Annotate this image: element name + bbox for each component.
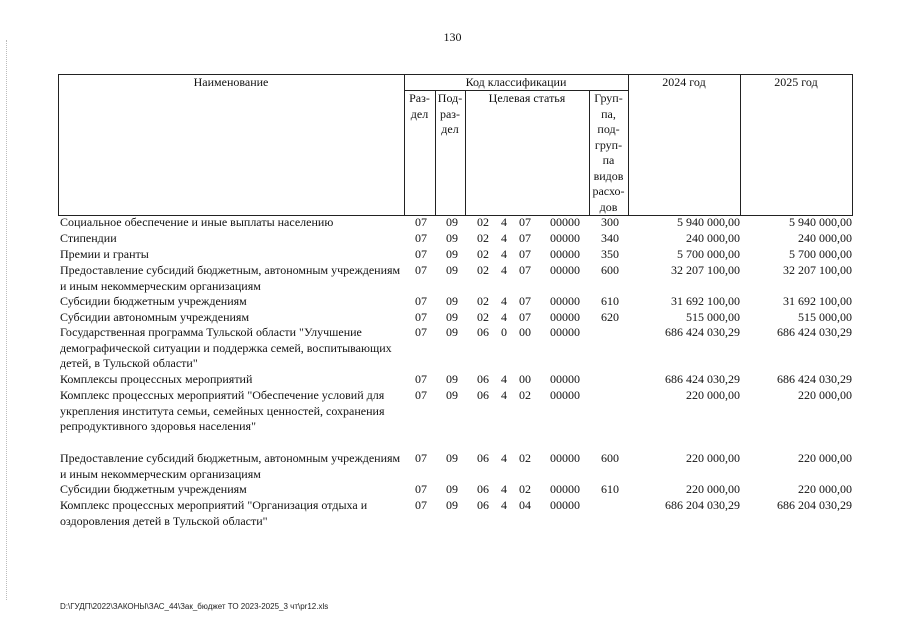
row-target-direction: 00000 — [550, 451, 580, 465]
row-amount-2024: 220 000,00 — [686, 482, 740, 496]
row-podrazdel: 09 — [446, 325, 458, 339]
row-target-program: 06 — [477, 451, 489, 465]
row-target-subprogram: 00 — [519, 325, 531, 339]
row-target-type: 4 — [501, 263, 507, 277]
row-target-subprogram: 07 — [519, 294, 531, 308]
row-razdel: 07 — [415, 388, 427, 402]
row-target-program: 06 — [477, 372, 489, 386]
row-target-direction: 00000 — [550, 231, 580, 245]
row-target-type: 4 — [501, 482, 507, 496]
row-group: 340 — [601, 231, 619, 245]
row-amount-2025: 220 000,00 — [798, 451, 852, 465]
row-target-program: 06 — [477, 325, 489, 339]
row-group: 620 — [601, 310, 619, 324]
row-target-direction: 00000 — [550, 325, 580, 339]
row-target-direction: 00000 — [550, 388, 580, 402]
row-amount-2024: 32 207 100,00 — [671, 263, 740, 277]
row-podrazdel: 09 — [446, 498, 458, 512]
row-amount-2024: 5 700 000,00 — [677, 247, 740, 261]
row-razdel: 07 — [415, 325, 427, 339]
row-name: Комплекс процессных мероприятий "Организация отдыха и оздоровления детей в Тульской области" — [60, 498, 368, 528]
row-target-program: 02 — [477, 294, 489, 308]
row-target-type: 4 — [501, 451, 507, 465]
row-razdel: 07 — [415, 372, 427, 386]
row-target-direction: 00000 — [550, 310, 580, 324]
row-target-type: 4 — [501, 388, 507, 402]
row-amount-2024: 31 692 100,00 — [671, 294, 740, 308]
row-amount-2024: 220 000,00 — [686, 388, 740, 402]
row-amount-2025: 515 000,00 — [798, 310, 852, 324]
row-name: Государственная программа Тульской области "Улучшение демографической ситуации и поддержка семей, воспитывающих детей, в Тульской области" — [60, 325, 392, 370]
row-razdel: 07 — [415, 263, 427, 277]
row-target-direction: 00000 — [550, 372, 580, 386]
row-podrazdel: 09 — [446, 247, 458, 261]
row-target-subprogram: 07 — [519, 263, 531, 277]
row-razdel: 07 — [415, 247, 427, 261]
row-podrazdel: 09 — [446, 451, 458, 465]
row-name: Комплекс процессных мероприятий "Обеспечение условий для укрепления института семьи, семейных ценностей, сохранения репродуктивного здоровья населения" — [60, 388, 385, 433]
row-amount-2025: 32 207 100,00 — [783, 263, 852, 277]
row-name: Субсидии бюджетным учреждениям — [60, 294, 247, 308]
row-group: 600 — [601, 263, 619, 277]
row-group: 350 — [601, 247, 619, 261]
row-target-type: 4 — [501, 372, 507, 386]
row-target-type: 4 — [501, 310, 507, 324]
row-target-subprogram: 02 — [519, 451, 531, 465]
row-target-program: 02 — [477, 215, 489, 229]
row-target-program: 06 — [477, 388, 489, 402]
row-razdel: 07 — [415, 310, 427, 324]
row-group: 610 — [601, 294, 619, 308]
page-number: 130 — [443, 30, 462, 44]
row-podrazdel: 09 — [446, 231, 458, 245]
row-amount-2024: 686 424 030,29 — [665, 372, 740, 386]
row-name: Субсидии автономным учреждениям — [60, 310, 250, 324]
row-target-subprogram: 02 — [519, 388, 531, 402]
row-target-program: 06 — [477, 498, 489, 512]
row-amount-2025: 5 700 000,00 — [789, 247, 852, 261]
row-podrazdel: 09 — [446, 482, 458, 496]
row-name: Стипендии — [60, 231, 117, 245]
header-razdel: Раз- дел — [409, 91, 430, 121]
row-target-subprogram: 07 — [519, 310, 531, 324]
header-year-2025: 2025 год — [774, 75, 818, 89]
header-podrazdel: Под- раз- дел — [437, 91, 463, 136]
row-target-direction: 00000 — [550, 498, 580, 512]
row-target-program: 06 — [477, 482, 489, 496]
row-target-direction: 00000 — [550, 294, 580, 308]
row-target-subprogram: 07 — [519, 215, 531, 229]
header-target: Целевая статья — [488, 91, 566, 105]
row-razdel: 07 — [415, 215, 427, 229]
row-target-program: 02 — [477, 231, 489, 245]
scan-edge-marks — [6, 40, 7, 600]
row-group: 600 — [601, 451, 619, 465]
row-target-type: 4 — [501, 294, 507, 308]
row-amount-2025: 686 424 030,29 — [777, 325, 852, 339]
header-year-2024: 2024 год — [662, 75, 706, 89]
row-target-program: 02 — [477, 247, 489, 261]
header-group: Груп- па, под- груп- па видов расхо- дов — [592, 91, 625, 214]
row-target-type: 4 — [501, 215, 507, 229]
row-amount-2024: 220 000,00 — [686, 451, 740, 465]
row-amount-2024: 515 000,00 — [686, 310, 740, 324]
row-target-type: 4 — [501, 247, 507, 261]
row-name: Предоставление субсидий бюджетным, автономным учреждениям и иным некоммерческим организациям — [60, 451, 401, 481]
row-name: Премии и гранты — [60, 247, 149, 261]
row-amount-2025: 240 000,00 — [798, 231, 852, 245]
table-header — [58, 74, 853, 215]
row-target-subprogram: 07 — [519, 231, 531, 245]
row-razdel: 07 — [415, 294, 427, 308]
row-amount-2024: 686 424 030,29 — [665, 325, 740, 339]
row-target-subprogram: 00 — [519, 372, 531, 386]
row-target-program: 02 — [477, 310, 489, 324]
row-target-program: 02 — [477, 263, 489, 277]
row-target-type: 4 — [501, 498, 507, 512]
row-amount-2025: 220 000,00 — [798, 482, 852, 496]
row-podrazdel: 09 — [446, 294, 458, 308]
row-amount-2024: 240 000,00 — [686, 231, 740, 245]
row-amount-2025: 220 000,00 — [798, 388, 852, 402]
row-target-type: 4 — [501, 231, 507, 245]
row-amount-2025: 686 204 030,29 — [777, 498, 852, 512]
row-group: 610 — [601, 482, 619, 496]
row-target-subprogram: 02 — [519, 482, 531, 496]
row-group: 300 — [601, 215, 619, 229]
row-podrazdel: 09 — [446, 310, 458, 324]
row-podrazdel: 09 — [446, 263, 458, 277]
row-amount-2025: 686 424 030,29 — [777, 372, 852, 386]
header-classification: Код классификации — [465, 75, 567, 89]
row-podrazdel: 09 — [446, 388, 458, 402]
row-target-direction: 00000 — [550, 263, 580, 277]
row-amount-2024: 5 940 000,00 — [677, 215, 740, 229]
row-target-direction: 00000 — [550, 482, 580, 496]
row-name: Социальное обеспечение и иные выплаты населению — [60, 215, 334, 229]
row-name: Субсидии бюджетным учреждениям — [60, 482, 247, 496]
header-name: Наименование — [193, 75, 269, 89]
row-name: Предоставление субсидий бюджетным, автономным учреждениям и иным некоммерческим организациям — [60, 263, 401, 293]
row-razdel: 07 — [415, 231, 427, 245]
file-path-footer: D:\ГУДП\2022\ЗАКОНЫ\ЗАС_44\Зак_бюджет ТО 2023-2025_3 чт\pr12.xls — [60, 602, 329, 611]
row-target-direction: 00000 — [550, 215, 580, 229]
row-target-type: 0 — [501, 325, 507, 339]
row-podrazdel: 09 — [446, 215, 458, 229]
row-target-direction: 00000 — [550, 247, 580, 261]
row-name: Комплексы процессных мероприятий — [60, 372, 253, 386]
row-amount-2025: 31 692 100,00 — [783, 294, 852, 308]
row-amount-2025: 5 940 000,00 — [789, 215, 852, 229]
row-target-subprogram: 07 — [519, 247, 531, 261]
row-target-subprogram: 04 — [519, 498, 531, 512]
row-amount-2024: 686 204 030,29 — [665, 498, 740, 512]
row-podrazdel: 09 — [446, 372, 458, 386]
row-razdel: 07 — [415, 451, 427, 465]
row-razdel: 07 — [415, 482, 427, 496]
row-razdel: 07 — [415, 498, 427, 512]
